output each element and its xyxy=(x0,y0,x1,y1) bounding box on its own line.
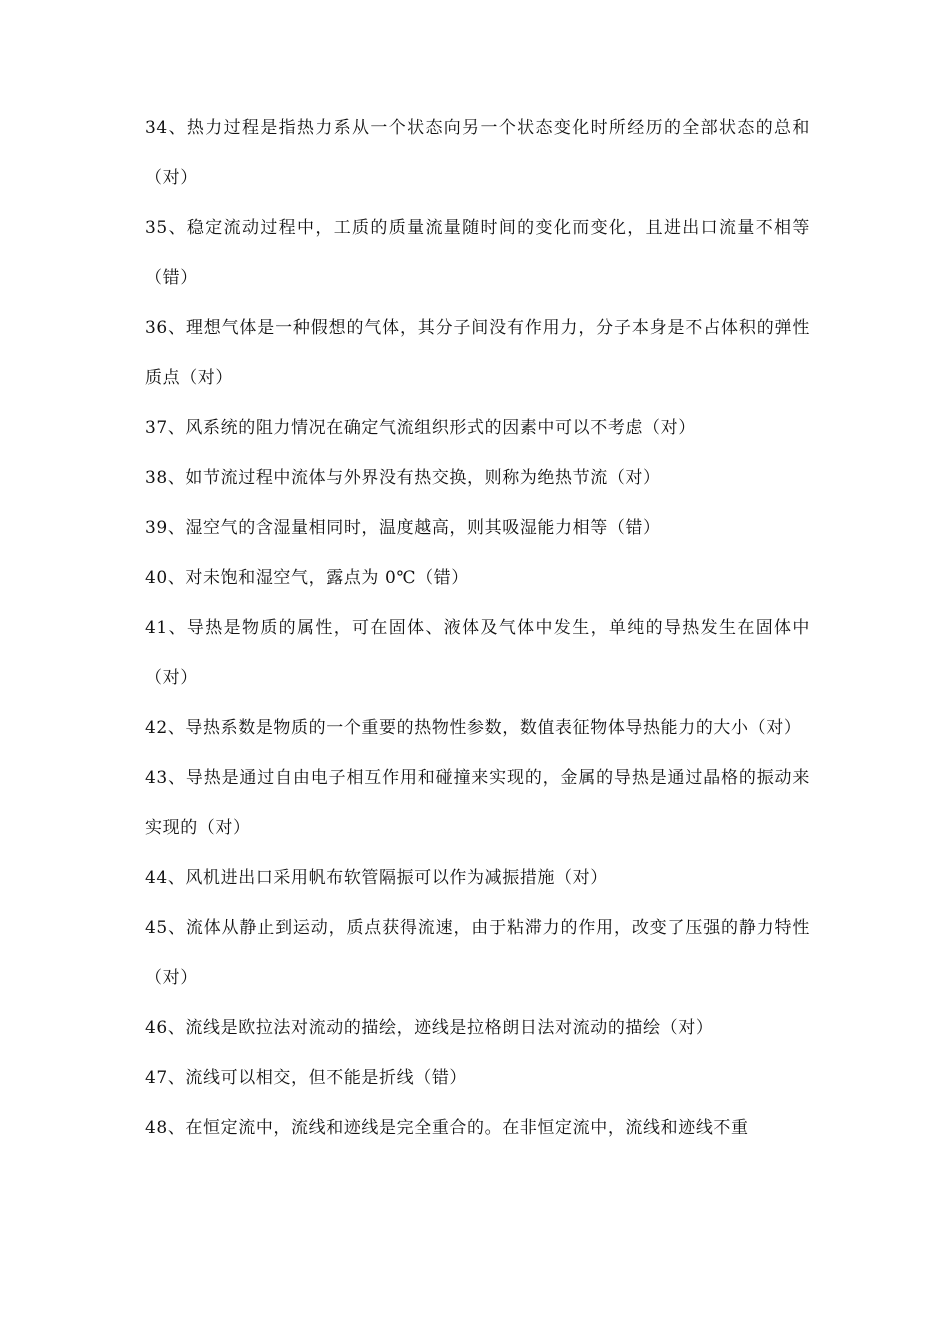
list-item-39: 39、湿空气的含湿量相同时，温度越高，则其吸湿能力相等（错） xyxy=(145,518,661,538)
list-item-34: 34、热力过程是指热力系从一个状态向另一个状态变化时所经历的全部状态的总和（对） xyxy=(145,118,810,188)
list-item-47: 47、流线可以相交，但不能是折线（错） xyxy=(145,1068,468,1088)
list-item-46: 46、流线是欧拉法对流动的描绘，迹线是拉格朗日法对流动的描绘（对） xyxy=(145,1018,714,1038)
list-item-41: 41、导热是物质的属性，可在固体、液体及气体中发生，单纯的导热发生在固体中（对） xyxy=(145,618,810,688)
list-item-38: 38、如节流过程中流体与外界没有热交换，则称为绝热节流（对） xyxy=(145,468,661,488)
document-body xyxy=(145,103,810,1153)
list-item-42: 42、导热系数是物质的一个重要的热物性参数，数值表征物体导热能力的大小（对） xyxy=(145,718,802,738)
list-item-36: 36、理想气体是一种假想的气体，其分子间没有作用力，分子本身是不占体积的弹性质点（对） xyxy=(145,318,810,388)
list-item-45: 45、流体从静止到运动，质点获得流速，由于粘滞力的作用，改变了压强的静力特性（对） xyxy=(145,918,810,988)
list-item-43: 43、导热是通过自由电子相互作用和碰撞来实现的，金属的导热是通过晶格的振动来实现的（对） xyxy=(145,768,810,838)
list-item-48: 48、在恒定流中，流线和迹线是完全重合的。在非恒定流中，流线和迹线不重 xyxy=(145,1118,749,1138)
list-item-40: 40、对未饱和湿空气，露点为 0℃（错） xyxy=(145,568,469,588)
list-item-35: 35、稳定流动过程中，工质的质量流量随时间的变化而变化，且进出口流量不相等（错） xyxy=(145,218,810,288)
list-item-37: 37、风系统的阻力情况在确定气流组织形式的因素中可以不考虑（对） xyxy=(145,418,696,438)
list-item-44: 44、风机进出口采用帆布软管隔振可以作为减振措施（对） xyxy=(145,868,608,888)
